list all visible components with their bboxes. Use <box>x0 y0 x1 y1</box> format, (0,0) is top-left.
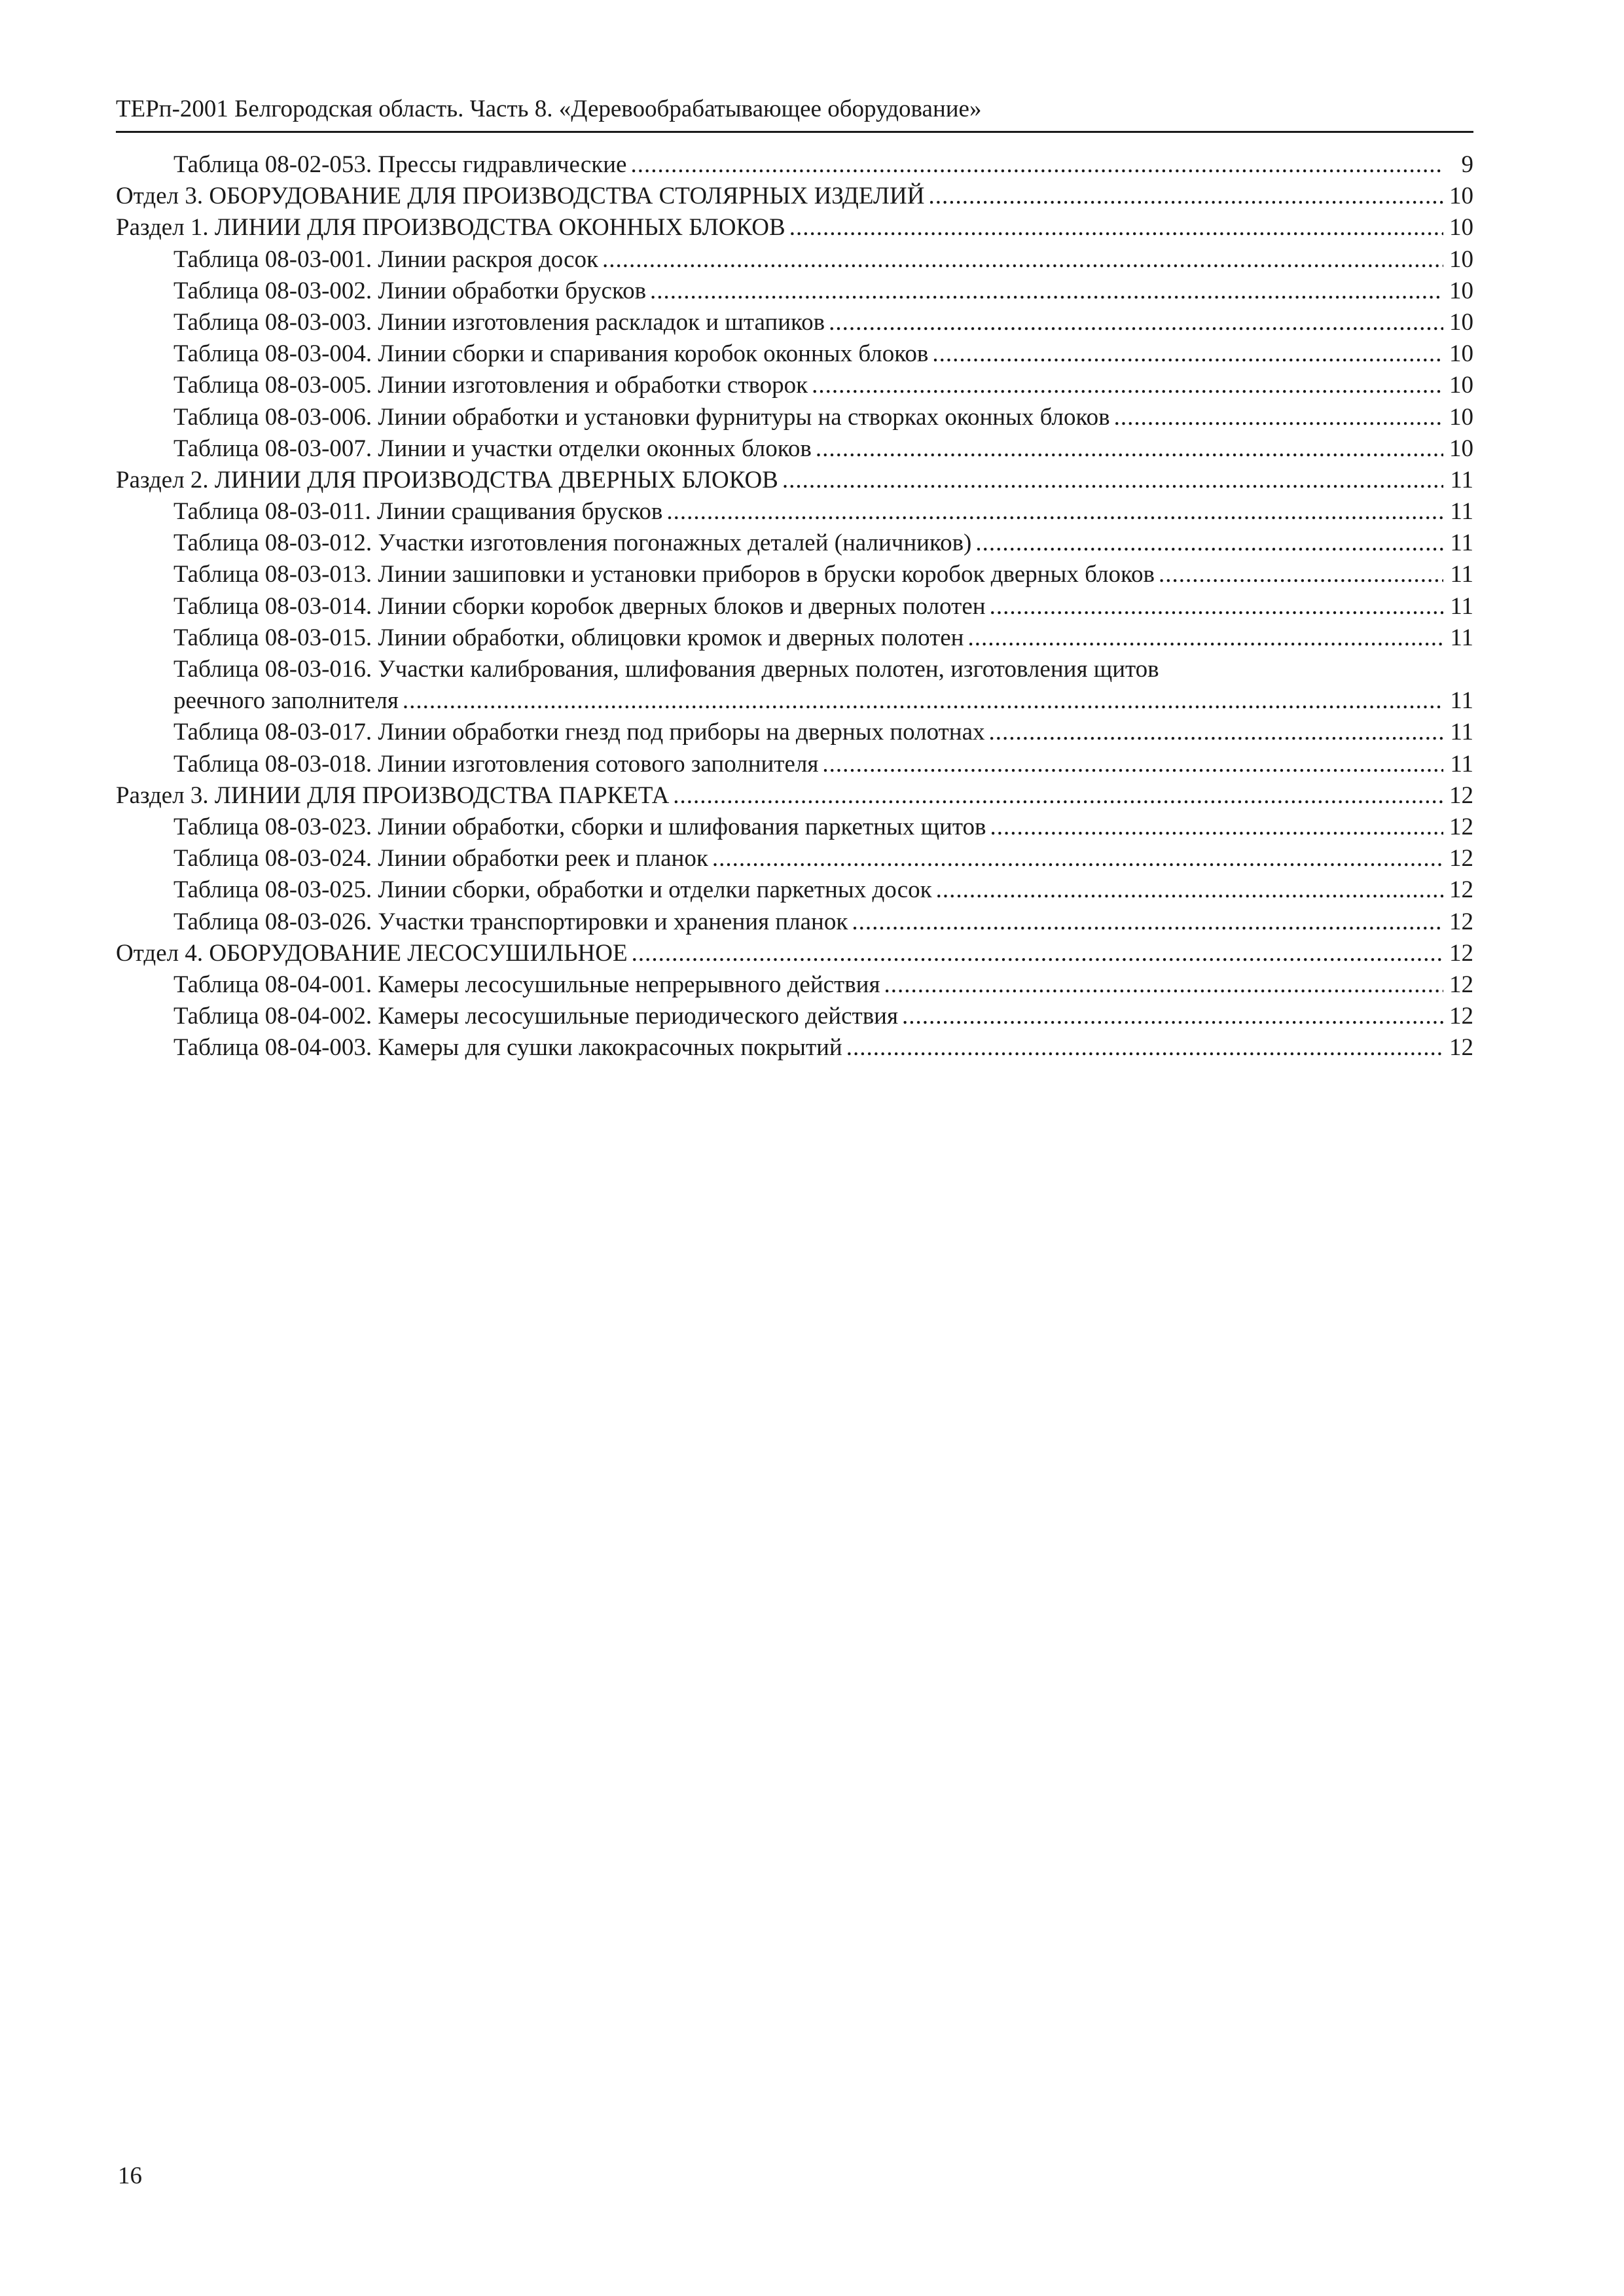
toc-entry-title: Раздел 2. ЛИНИИ ДЛЯ ПРОИЗВОДСТВА ДВЕРНЫХ БЛОКОВ <box>116 466 778 493</box>
toc-entry-title: Таблица 08-03-023. Линии обработки, сборки и шлифования паркетных щитов <box>173 813 986 840</box>
toc-entry-page: 11 <box>1450 529 1473 557</box>
dot-leader <box>789 212 1443 243</box>
toc-entry[interactable] <box>116 212 1473 243</box>
toc-entry-title: Отдел 3. ОБОРУДОВАНИЕ ДЛЯ ПРОИЗВОДСТВА СТОЛЯРНЫХ ИЗДЕЛИЙ <box>116 183 925 210</box>
dot-leader <box>990 812 1443 843</box>
dot-leader <box>712 843 1443 874</box>
toc-entry-page: 10 <box>1449 340 1473 368</box>
dot-leader <box>936 874 1443 906</box>
toc-entry-title: Таблица 08-03-003. Линии изготовления раскладок и штапиков <box>173 308 825 336</box>
toc-entry-title-continuation: реечного заполнителя <box>173 687 399 715</box>
dot-leader <box>852 906 1443 938</box>
toc-entry[interactable] <box>116 528 1473 559</box>
toc-entry[interactable] <box>116 812 1473 843</box>
dot-leader <box>630 149 1443 181</box>
toc-entry-page: 10 <box>1449 245 1473 273</box>
dot-leader <box>812 370 1443 401</box>
dot-leader <box>673 780 1443 812</box>
toc-entry[interactable] <box>116 402 1473 433</box>
toc-entry-page: 12 <box>1449 845 1473 872</box>
toc-entry[interactable] <box>116 1001 1473 1032</box>
toc-entry[interactable] <box>116 906 1473 938</box>
dot-leader <box>1114 402 1443 433</box>
dot-leader <box>846 1032 1443 1064</box>
toc-entry-page: 10 <box>1449 403 1473 431</box>
toc-entry[interactable] <box>116 622 1473 654</box>
toc-entry-page: 12 <box>1449 939 1473 967</box>
toc-entry-page: 10 <box>1449 435 1473 462</box>
toc-entry-page: 10 <box>1449 308 1473 336</box>
document-title: ТЕРп-2001 Белгородская область. Часть 8. «Деревообрабатывающее оборудование» <box>116 96 982 122</box>
toc-entry-page: 9 <box>1461 151 1473 178</box>
toc-entry-title: Таблица 08-03-001. Линии раскроя досок <box>173 245 598 273</box>
toc-entry-page: 11 <box>1450 750 1473 778</box>
toc-entry-page: 12 <box>1449 908 1473 935</box>
toc-entry-title: Отдел 4. ОБОРУДОВАНИЕ ЛЕСОСУШИЛЬНОЕ <box>116 939 628 967</box>
toc-entry-page: 10 <box>1449 183 1473 210</box>
toc-entry-title: Таблица 08-03-016. Участки калибрования, шлифования дверных полотен, изготовления щитов <box>173 656 1159 683</box>
toc-entry-title: Таблица 08-04-002. Камеры лесосушильные периодического действия <box>173 1003 898 1030</box>
toc-entry-page: 12 <box>1449 876 1473 904</box>
toc-entry[interactable] <box>116 307 1473 338</box>
toc-entry[interactable] <box>116 496 1473 528</box>
dot-leader <box>822 749 1443 780</box>
dot-leader <box>602 244 1443 276</box>
dot-leader <box>650 276 1443 307</box>
toc-entry[interactable] <box>116 1032 1473 1064</box>
table-of-contents <box>116 149 1473 1064</box>
toc-entry[interactable] <box>116 149 1473 181</box>
toc-entry-title: Раздел 3. ЛИНИИ ДЛЯ ПРОИЗВОДСТВА ПАРКЕТА <box>116 781 670 809</box>
toc-entry-page: 10 <box>1449 214 1473 242</box>
toc-entry-title: Таблица 08-03-005. Линии изготовления и обработки створок <box>173 372 808 399</box>
toc-entry-title: Таблица 08-02-053. Прессы гидравлические <box>173 151 627 178</box>
dot-leader <box>989 717 1444 748</box>
toc-entry[interactable] <box>116 717 1473 748</box>
toc-entry[interactable] <box>116 591 1473 622</box>
toc-entry[interactable] <box>116 843 1473 874</box>
page-header <box>116 93 1473 133</box>
toc-entry[interactable] <box>116 559 1473 590</box>
toc-entry-title: Таблица 08-03-007. Линии и участки отделки оконных блоков <box>173 435 812 462</box>
dot-leader <box>975 528 1443 559</box>
toc-entry[interactable] <box>116 874 1473 906</box>
toc-entry[interactable] <box>116 938 1473 969</box>
toc-entry[interactable] <box>116 969 1473 1001</box>
toc-entry-title: Таблица 08-03-024. Линии обработки реек и планок <box>173 845 708 872</box>
toc-entry-title: Таблица 08-03-011. Линии сращивания брусков <box>173 498 663 526</box>
toc-entry-page: 11 <box>1450 466 1473 493</box>
toc-entry-page: 12 <box>1449 1003 1473 1030</box>
dot-leader <box>968 622 1444 654</box>
dot-leader <box>403 685 1443 717</box>
toc-entry-page: 12 <box>1449 813 1473 840</box>
toc-entry[interactable] <box>116 654 1473 685</box>
dot-leader <box>990 591 1443 622</box>
dot-leader <box>666 496 1443 528</box>
toc-entry-title: Таблица 08-03-014. Линии сборки коробок дверных блоков и дверных полотен <box>173 592 986 620</box>
toc-entry[interactable] <box>116 370 1473 401</box>
toc-entry-page: 12 <box>1449 781 1473 809</box>
toc-entry-title: Таблица 08-03-017. Линии обработки гнезд под приборы на дверных полотнах <box>173 719 985 746</box>
toc-entry-page: 11 <box>1450 561 1473 588</box>
dot-leader <box>884 969 1443 1001</box>
toc-entry-page: 11 <box>1450 624 1473 651</box>
dot-leader <box>816 433 1443 465</box>
dot-leader <box>902 1001 1443 1032</box>
toc-entry[interactable] <box>116 433 1473 465</box>
toc-entry[interactable] <box>116 181 1473 212</box>
toc-entry[interactable] <box>116 276 1473 307</box>
toc-entry-continuation[interactable] <box>116 685 1473 717</box>
page-number: 16 <box>118 2162 142 2189</box>
toc-entry-title: Раздел 1. ЛИНИИ ДЛЯ ПРОИЗВОДСТВА ОКОННЫХ БЛОКОВ <box>116 214 785 242</box>
toc-entry-title: Таблица 08-03-015. Линии обработки, облицовки кромок и дверных полотен <box>173 624 964 651</box>
toc-entry-page: 11 <box>1450 687 1473 715</box>
toc-entry-page: 10 <box>1449 372 1473 399</box>
dot-leader <box>928 181 1443 212</box>
toc-entry-title: Таблица 08-03-012. Участки изготовления погонажных деталей (наличников) <box>173 529 972 557</box>
toc-entry-page: 12 <box>1449 971 1473 998</box>
toc-entry-title: Таблица 08-03-006. Линии обработки и установки фурнитуры на створках оконных блоков <box>173 403 1110 431</box>
toc-entry-page: 11 <box>1450 719 1473 746</box>
toc-entry-title: Таблица 08-04-003. Камеры для сушки лакокрасочных покрытий <box>173 1034 842 1062</box>
toc-entry-title: Таблица 08-03-004. Линии сборки и спаривания коробок оконных блоков <box>173 340 929 368</box>
dot-leader <box>829 307 1443 338</box>
toc-entry-title: Таблица 08-04-001. Камеры лесосушильные непрерывного действия <box>173 971 880 998</box>
toc-entry-title: Таблица 08-03-018. Линии изготовления сотового заполнителя <box>173 750 819 778</box>
toc-entry-page: 10 <box>1449 277 1473 304</box>
toc-entry-page: 11 <box>1450 592 1473 620</box>
toc-entry-title: Таблица 08-03-026. Участки транспортировки и хранения планок <box>173 908 848 935</box>
toc-entry-page: 12 <box>1449 1034 1473 1062</box>
toc-entry[interactable] <box>116 780 1473 812</box>
dot-leader <box>782 465 1443 496</box>
toc-entry[interactable] <box>116 749 1473 780</box>
toc-entry-title: Таблица 08-03-025. Линии сборки, обработки и отделки паркетных досок <box>173 876 932 904</box>
toc-entry[interactable] <box>116 244 1473 276</box>
toc-entry-page: 11 <box>1450 498 1473 526</box>
toc-entry[interactable] <box>116 338 1473 370</box>
toc-entry[interactable] <box>116 465 1473 496</box>
dot-leader <box>632 938 1443 969</box>
toc-entry-title: Таблица 08-03-013. Линии зашиповки и установки приборов в бруски коробок дверных блоков <box>173 561 1155 588</box>
toc-entry-title: Таблица 08-03-002. Линии обработки брусков <box>173 277 647 304</box>
dot-leader <box>1159 559 1443 590</box>
dot-leader <box>932 338 1443 370</box>
